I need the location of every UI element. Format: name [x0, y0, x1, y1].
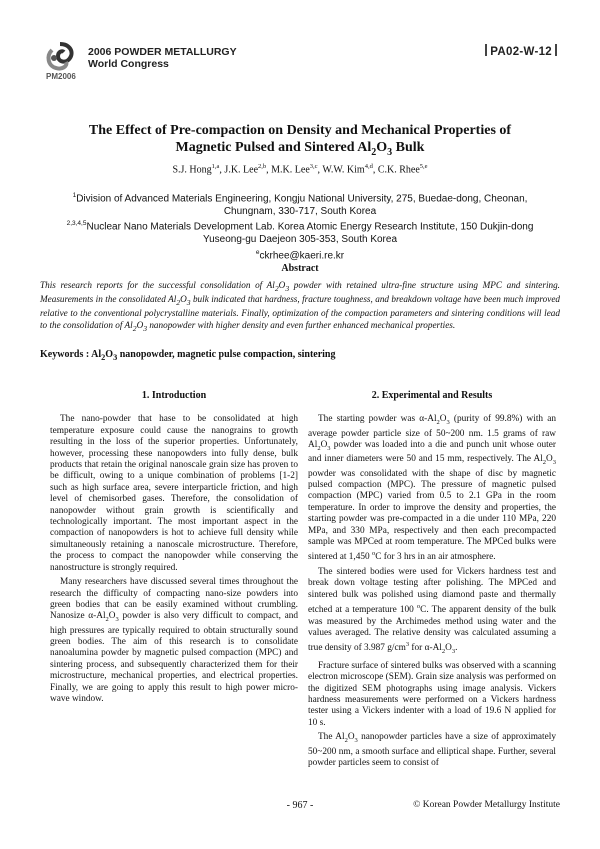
logo-text: PM2006 — [46, 72, 76, 81]
section-heading: 1. Introduction — [141, 390, 207, 401]
introduction-column — [50, 390, 298, 705]
paper-title — [40, 122, 560, 161]
author-list: S.J. Hong$^{1,a}$, J.K. Lee$^{2,b}$, M.K. Lee$^{3,c}$, W.W. Kim$^{4,d}$, C.K. Rhee$^{5,e}$ — [172, 163, 428, 176]
bar-left-icon — [485, 44, 487, 56]
conference-line-1: 2006 POWDER METALLURGY — [88, 46, 237, 58]
paragraph: The sintered bodies were used for Vickers hardness test and break down voltage testing after polishing. The MPCed and sintered bulk was polished using diamond paste and thermally etched at a temperature 100 $^o$C. The apparent density of the bulk was measured by the Archimedes method using water and the values averaged. The relative density was calculated assuming a true density of 3.987 $g/cm^3$ for $\alpha-Al_2O_3$. — [308, 566, 556, 656]
paragraph: Fracture surface of sintered bulks was observed with a scanning electron microscope (SEM). Grain size analysis was performed on the digitized SEM photographs using image analysis. Vickers hardness measurements were performed on a Vickers hardness tester using a Vickers indenter with a load of 19.6 N applied for 10 s. — [308, 660, 556, 728]
affiliation-1: $^1$Division of Advanced Materials Engineering, Kongju National University, 275, Buedae-dong, Cheonan, — [72, 192, 528, 205]
page-footer — [0, 800, 600, 820]
abstract-text: This research reports for the successful consolidation of $Al_2O_3$ powder with retained ultra-fine structure using MPC and sintering. Measurements in the consolidated $Al_2O_3$ bulk indicated that hardness, fracture toughness, and breakdown voltage have been much improved relative to the conventional polycrystalline materials. Finally, optimization of the compaction parameters and sintering conditions will lead to the consolidation of $Al_2O_3$ nanopowder with higher density and even further enhanced mechanical properties. — [40, 280, 561, 333]
affiliation-1-cont: Chungnam, 330-717, South Korea — [223, 205, 377, 217]
paper-code — [482, 44, 560, 58]
author: S.J. Hong — [172, 164, 212, 176]
affiliations — [40, 190, 560, 262]
bar-right-icon — [555, 44, 557, 56]
affiliation-2: $^{2,3,4,5}$Nuclear Nano Materials Development Lab. Korea Atomic Energy Research Institute, 150 Dukjin-dong — [66, 220, 534, 233]
paragraph: Many researchers have discussed several times throughout the research the difficulty of compacting nano-size powders into green bodies that can be easily examined without crumbling. Nanosize $\alpha-Al_2O_3$ powder is also very difficult to compact, and high pressures are typically required to obtain structurally sound green bodies. The aim of this research is to consolidate nanoalumina powder by magnetic pulsed compaction (MPC) and sintering process, and subsequently characterized them for their microstructure, mechanical properties, and electrical properties. Finally, we are going to apply this result to high power micro-wave window. — [50, 577, 299, 705]
email: $^e$ckrhee@kaeri.re.kr — [255, 248, 345, 261]
paragraph: The nano-powder that hase to be consolidated at high temperature exposure could cause the nanograins to growth resulting in the loss of the superior properties. Unfortunately, however, processing these nanopowders into fully dense, bulk products that retain the original nanoscale grain size has proven to be difficult, owing to a unique combination of problems [1-2] such as high surface area, severe interparticle friction, and high level of chemisorbed gases. Therefore, the consolidation of nanopowder without grain growth is scientifically and technologically important. The most important aspect in the compaction of nanopowders is hot to achieve full density while simultaneously retaining a nanoscale microstructure. Therefore, the process to compact the nanopowder while conserving the nanostructure is strongly required. — [50, 414, 298, 573]
conference-line-2: World Congress — [88, 58, 169, 70]
paper-code-text: PA02-W-12 — [490, 46, 552, 58]
paragraph: The $Al_2O_3$ nanopowder particles have a size of approximately 50~200 nm, a smooth surface and elliptical shape. Further, several powder particles seem to consist of — [308, 732, 556, 768]
page-number: - 967 - — [286, 800, 314, 811]
keywords: Keywords : $Al_2O_3$ nanopowder, magnetic pulse compaction, sintering — [40, 349, 336, 362]
conference-name — [88, 46, 237, 70]
page-header — [0, 0, 600, 90]
copyright-notice: © Korean Powder Metallurgy Institute — [413, 800, 560, 810]
section-heading: 2. Experimental and Results — [371, 390, 493, 401]
author: C.K. Rhee — [377, 164, 420, 176]
abstract-heading: Abstract — [281, 263, 319, 274]
author: M.K. Lee — [271, 164, 310, 176]
title-line-2: Magnetic Pulsed and Sintered $Al_2O_3$ Bulk — [175, 140, 425, 158]
author: W.W. Kim — [322, 164, 365, 176]
paragraph: The starting powder was $\alpha-Al_2O_3$ (purity of 99.8%) with an average powder particle size of 50~200 nm. 1.5 grams of raw $Al_2O_3$ powder was loaded into a die and punch unit whose outer and inner diameters were 50 and 15 mm, respectively. The $Al_2O_3$ powder was consolidated with the shape of disc by magnetic pulsed compaction (MPC). The pressure of magnetic pulsed compaction (MPC) varied from 0.5 to 2.1 GPa in the room temperature. In order to improve the density and properties, the starting powder was pre-compacted in a die under 110 MPa, 220 MPa, and 330 MPa, respectively and then each precompacted sample was MPCed at room temperature. The MPCed bulks were sintered at 1,450 $^o$C for 3 hrs in an air atmosphere. — [308, 414, 556, 563]
affiliation-2-cont: Yuseong-gu Daejeon 305-353, South Korea — [202, 234, 398, 246]
title-line-1: The Effect of Pre-compaction on Density and Mechanical Properties of — [88, 123, 512, 138]
experimental-column — [308, 390, 556, 769]
author: J.K. Lee — [224, 164, 259, 176]
